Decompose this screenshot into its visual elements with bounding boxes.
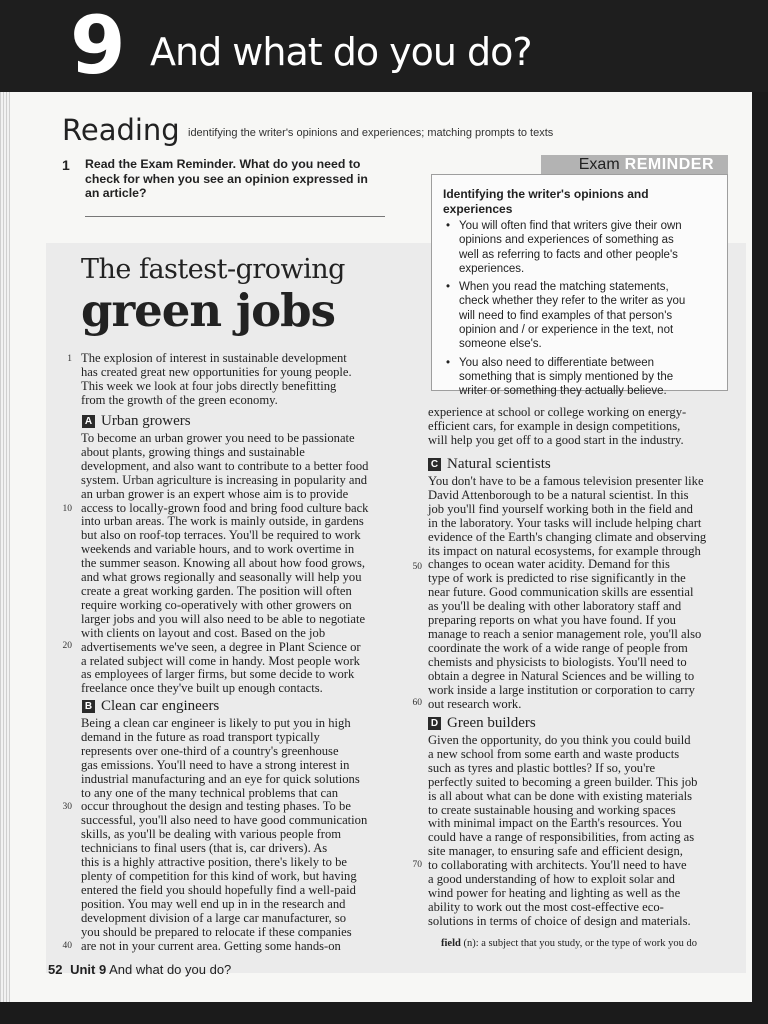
section-heading-text: Green builders [447,715,536,731]
section-letter-badge: B [82,700,95,713]
text-line: obtain a degree in Natural Sciences and be willing to [428,668,695,683]
text-line: a new school from some earth and waste products [428,746,680,761]
exam-reminder-text-line: check whether they refer to the writer as you [459,295,686,308]
question-line: check for when you see an opinion expressed in [85,171,368,186]
text-line: create a great working garden. The position will often [81,583,352,598]
text-line: job you'll find yourself working both in the field and [428,501,693,516]
text-line: ability to work out the most cost-effective eco- [428,899,664,914]
exam-reminder-list [443,219,715,399]
text-line: wind power for heating and lighting as well as the [428,885,681,900]
text-line: successful, you'll also need to have good communication [81,813,368,828]
section-letter-badge: A [82,415,95,428]
text-line: position. You may well end up in in the research and [81,896,346,911]
text-line: development division of a large car manufacturer, so [81,910,347,925]
exam-reminder-item [443,280,715,351]
text-line: out research work. [428,696,522,711]
text-line: as employees of larger firms, but some decide to work [81,667,355,682]
text-line: solutions in terms of choice of design and materials. [428,913,691,928]
section-subtitle: identifying the writer's opinions and experiences; matching prompts to texts [188,127,554,139]
text-line: site manager, to ensuring safe and efficient design, [428,844,683,859]
section-title: Reading [62,113,180,147]
question-line: an article? [85,186,147,200]
exam-reminder-text-line: someone else's. [459,338,542,351]
text-line: development, and also want to contribute to a better food [81,458,369,473]
section-heading-b [82,697,219,715]
section-heading-a [82,412,191,430]
text-line: The explosion of interest in sustainable development [81,351,347,365]
text-line: access to locally-grown food and bring food culture back [81,500,369,515]
text-line: will help you get off to a good start in the industry. [428,432,684,447]
text-line: to collaborating with architects. You'll need to have [428,858,687,873]
text-line: Given the opportunity, do you think you could build [428,733,691,747]
unit-title: And what do you do? [150,30,532,74]
text-line: experience at school or college working on energy- [428,405,687,419]
text-line: near future. Good communication skills are essential [428,585,694,600]
glossary-note [441,938,697,949]
text-line: about plants, growing things and sustainable [81,444,305,459]
article-title-line-2: green jobs [81,284,335,337]
text-line: are not in your current area. Getting some hands-on [81,938,341,953]
text-line: gas emissions. You'll need to have a strong interest in [81,757,350,772]
exam-reminder-text-line: something that is simply mentioned by the [459,370,674,383]
text-line: advertisements we've seen, a degree in Plant Science or [81,639,361,654]
exam-reminder-text-line: When you read the matching statements, [459,281,669,294]
section-heading-d [428,714,536,732]
exam-reminder-heading-line: experiences [443,201,513,216]
question-line: Read the Exam Reminder. What do you need to [85,157,361,171]
section-heading-text: Natural scientists [447,456,551,472]
text-line: changes to ocean water acidity. Demand for this [428,557,670,572]
text-line: Being a clean car engineer is likely to put you in high [81,716,351,730]
text-line: as you'll be dealing with other laboratory staff and [428,599,682,614]
text-line: with clients on layout and cost. Based on the job [81,625,326,640]
text-line: to create sustainable housing and working spaces [428,802,676,817]
exam-label: Exam [578,156,620,173]
footer-title: And what do you do? [109,962,232,977]
unit-header-bar [0,0,768,92]
exam-reminder-box [431,174,728,398]
unit-number: 9 [70,0,123,92]
text-line: To become an urban grower you need to be passionate [81,431,355,445]
line-number: 30 [62,802,72,812]
text-line: has created great new opportunities for young people. [81,364,352,379]
bullet-icon: • [446,356,451,369]
text-line: in the laboratory. Your tasks will include helping chart [428,515,702,530]
section-letter-badge: D [428,717,441,730]
text-line: system. Urban agriculture is increasing in popularity and [81,472,368,487]
section-heading-text: Clean car engineers [101,698,220,714]
section-a-body [81,432,368,696]
text-line: you should be prepared to relocate if these companies [81,924,352,939]
text-line: entered the field you should hopefully find a well-paid [81,882,356,897]
text-line: from the growth of the green economy. [81,392,278,407]
exam-reminder-text-line: You also need to differentiate between [459,356,655,369]
text-line: skills, as you'll be dealing with various people from [81,827,342,842]
section-c-body [428,475,706,711]
line-number: 50 [412,562,422,572]
text-line: its impact on natural ecosystems, for example through [428,543,701,558]
footer-unit: Unit 9 [70,962,107,977]
exam-reminder-label [541,155,728,175]
text-line: demand in the future as road transport typically [81,729,320,744]
section-heading-c [428,455,551,473]
line-number: 60 [412,698,422,708]
reminder-label: REMINDER [624,156,714,173]
line-number: 1 [67,354,72,364]
exam-reminder-text-line: writer or something they actually believe. [459,385,667,398]
section-b-body [81,717,367,953]
text-line: occur throughout the design and testing phases. To be [81,799,351,814]
text-line: David Attenborough to be a natural scientist. In this [428,487,689,502]
glossary-definition: a subject that you study, or the type of work you do [481,938,697,949]
text-line: such as tyres and plastic bottles? If so, you're [428,760,656,775]
text-line: is all about what can be done with existing materials [428,788,693,803]
text-line: freelance once they've built up enough contacts. [81,681,323,696]
page-footer [48,962,231,977]
text-line: weekends and variable hours, and to work overtime in [81,542,355,557]
glossary-term: field [441,938,461,949]
text-line: efficient cars, for example in design competitions, [428,418,681,433]
text-line: manage to reach a senior management role, you'll also [428,626,702,641]
bullet-icon: • [446,281,451,294]
text-line: but also on roof-top terraces. You'll be required to work [81,528,361,543]
section-letter-badge: C [428,458,441,471]
exam-reminder-text-line: opinions and experiences of something as [459,234,674,247]
exam-reminder-heading [443,187,715,216]
exam-reminder-text-line: will need to find examples of that person's [459,309,673,322]
question-number: 1 [62,157,70,173]
text-line: coordinate the work of a wide range of people from [428,640,688,655]
exam-reminder-heading-line: Identifying the writer's opinions and [443,187,649,201]
text-line: perfectly suited to becoming a green builder. This job [428,774,698,789]
exam-reminder-text-line: opinion and / or experience in the text, not [459,324,674,337]
section-d-body [428,734,697,929]
text-line: and what grows regionally and seasonally will help you [81,570,362,585]
exam-reminder-text-line: experiences. [459,262,525,275]
line-number: 10 [62,504,72,514]
text-line: plenty of competition for this kind of work, but having [81,868,357,883]
page-number: 52 [48,962,63,977]
text-line: evidence of the Earth's changing climate and observing [428,529,707,544]
text-line: larger jobs and you will also need to be able to negotiate [81,611,366,626]
exam-reminder-item [443,356,715,399]
section-b-continued [428,406,686,448]
text-line: to any one of the many technical problems that can [81,785,339,800]
exam-reminder-item [443,219,715,276]
answer-line [85,216,385,217]
line-number: 20 [62,641,72,651]
bullet-icon: • [446,220,451,232]
section-heading-text: Urban growers [101,413,191,429]
text-line: a good understanding of how to exploit solar and [428,872,675,887]
text-line: an urban grower is an expert whose aim is to provide [81,486,349,501]
text-line: this is a highly attractive position, there's likely to be [81,855,347,870]
text-line: could have a range of responsibilities, from acting as [428,830,695,845]
text-line: into urban areas. The work is mainly outside, in gardens [81,514,364,529]
text-line: the summer season. Knowing all about how food grows, [81,556,366,571]
exam-reminder-text-line: You will often find that writers give their own [459,220,682,232]
text-line: a related subject will come in handy. Most people work [81,653,360,668]
line-number: 70 [412,860,422,870]
page-edge [0,0,10,1002]
question-text [85,157,385,201]
text-line: represents over one-third of a country's greenhouse [81,743,339,758]
text-line: This week we look at four jobs directly benefitting [81,378,337,393]
exam-reminder-text-line: well as referring to facts and other people's [459,248,678,261]
text-line: work inside a large institution or corporation to carry [428,682,695,697]
text-line: technicians to final users (that is, car drivers). As [81,841,328,856]
text-line: require working co-operatively with other growers on [81,597,352,612]
text-line: industrial manufacturing and an eye for quick solutions [81,771,360,786]
text-line: You don't have to be a famous television presenter like [428,474,704,488]
article-intro [81,352,352,408]
line-number: 40 [62,941,72,951]
text-line: type of work is predicted to rise significantly in the [428,571,686,586]
glossary-pos: (n): [463,938,479,949]
text-line: with minimal impact on the Earth's resources. You [428,816,682,831]
article-title-line-1: The fastest-growing [81,254,345,285]
text-line: chemists and physicists to biologists. You'll need to [428,654,687,669]
text-line: preparing reports on what you have found. If you [428,613,676,628]
